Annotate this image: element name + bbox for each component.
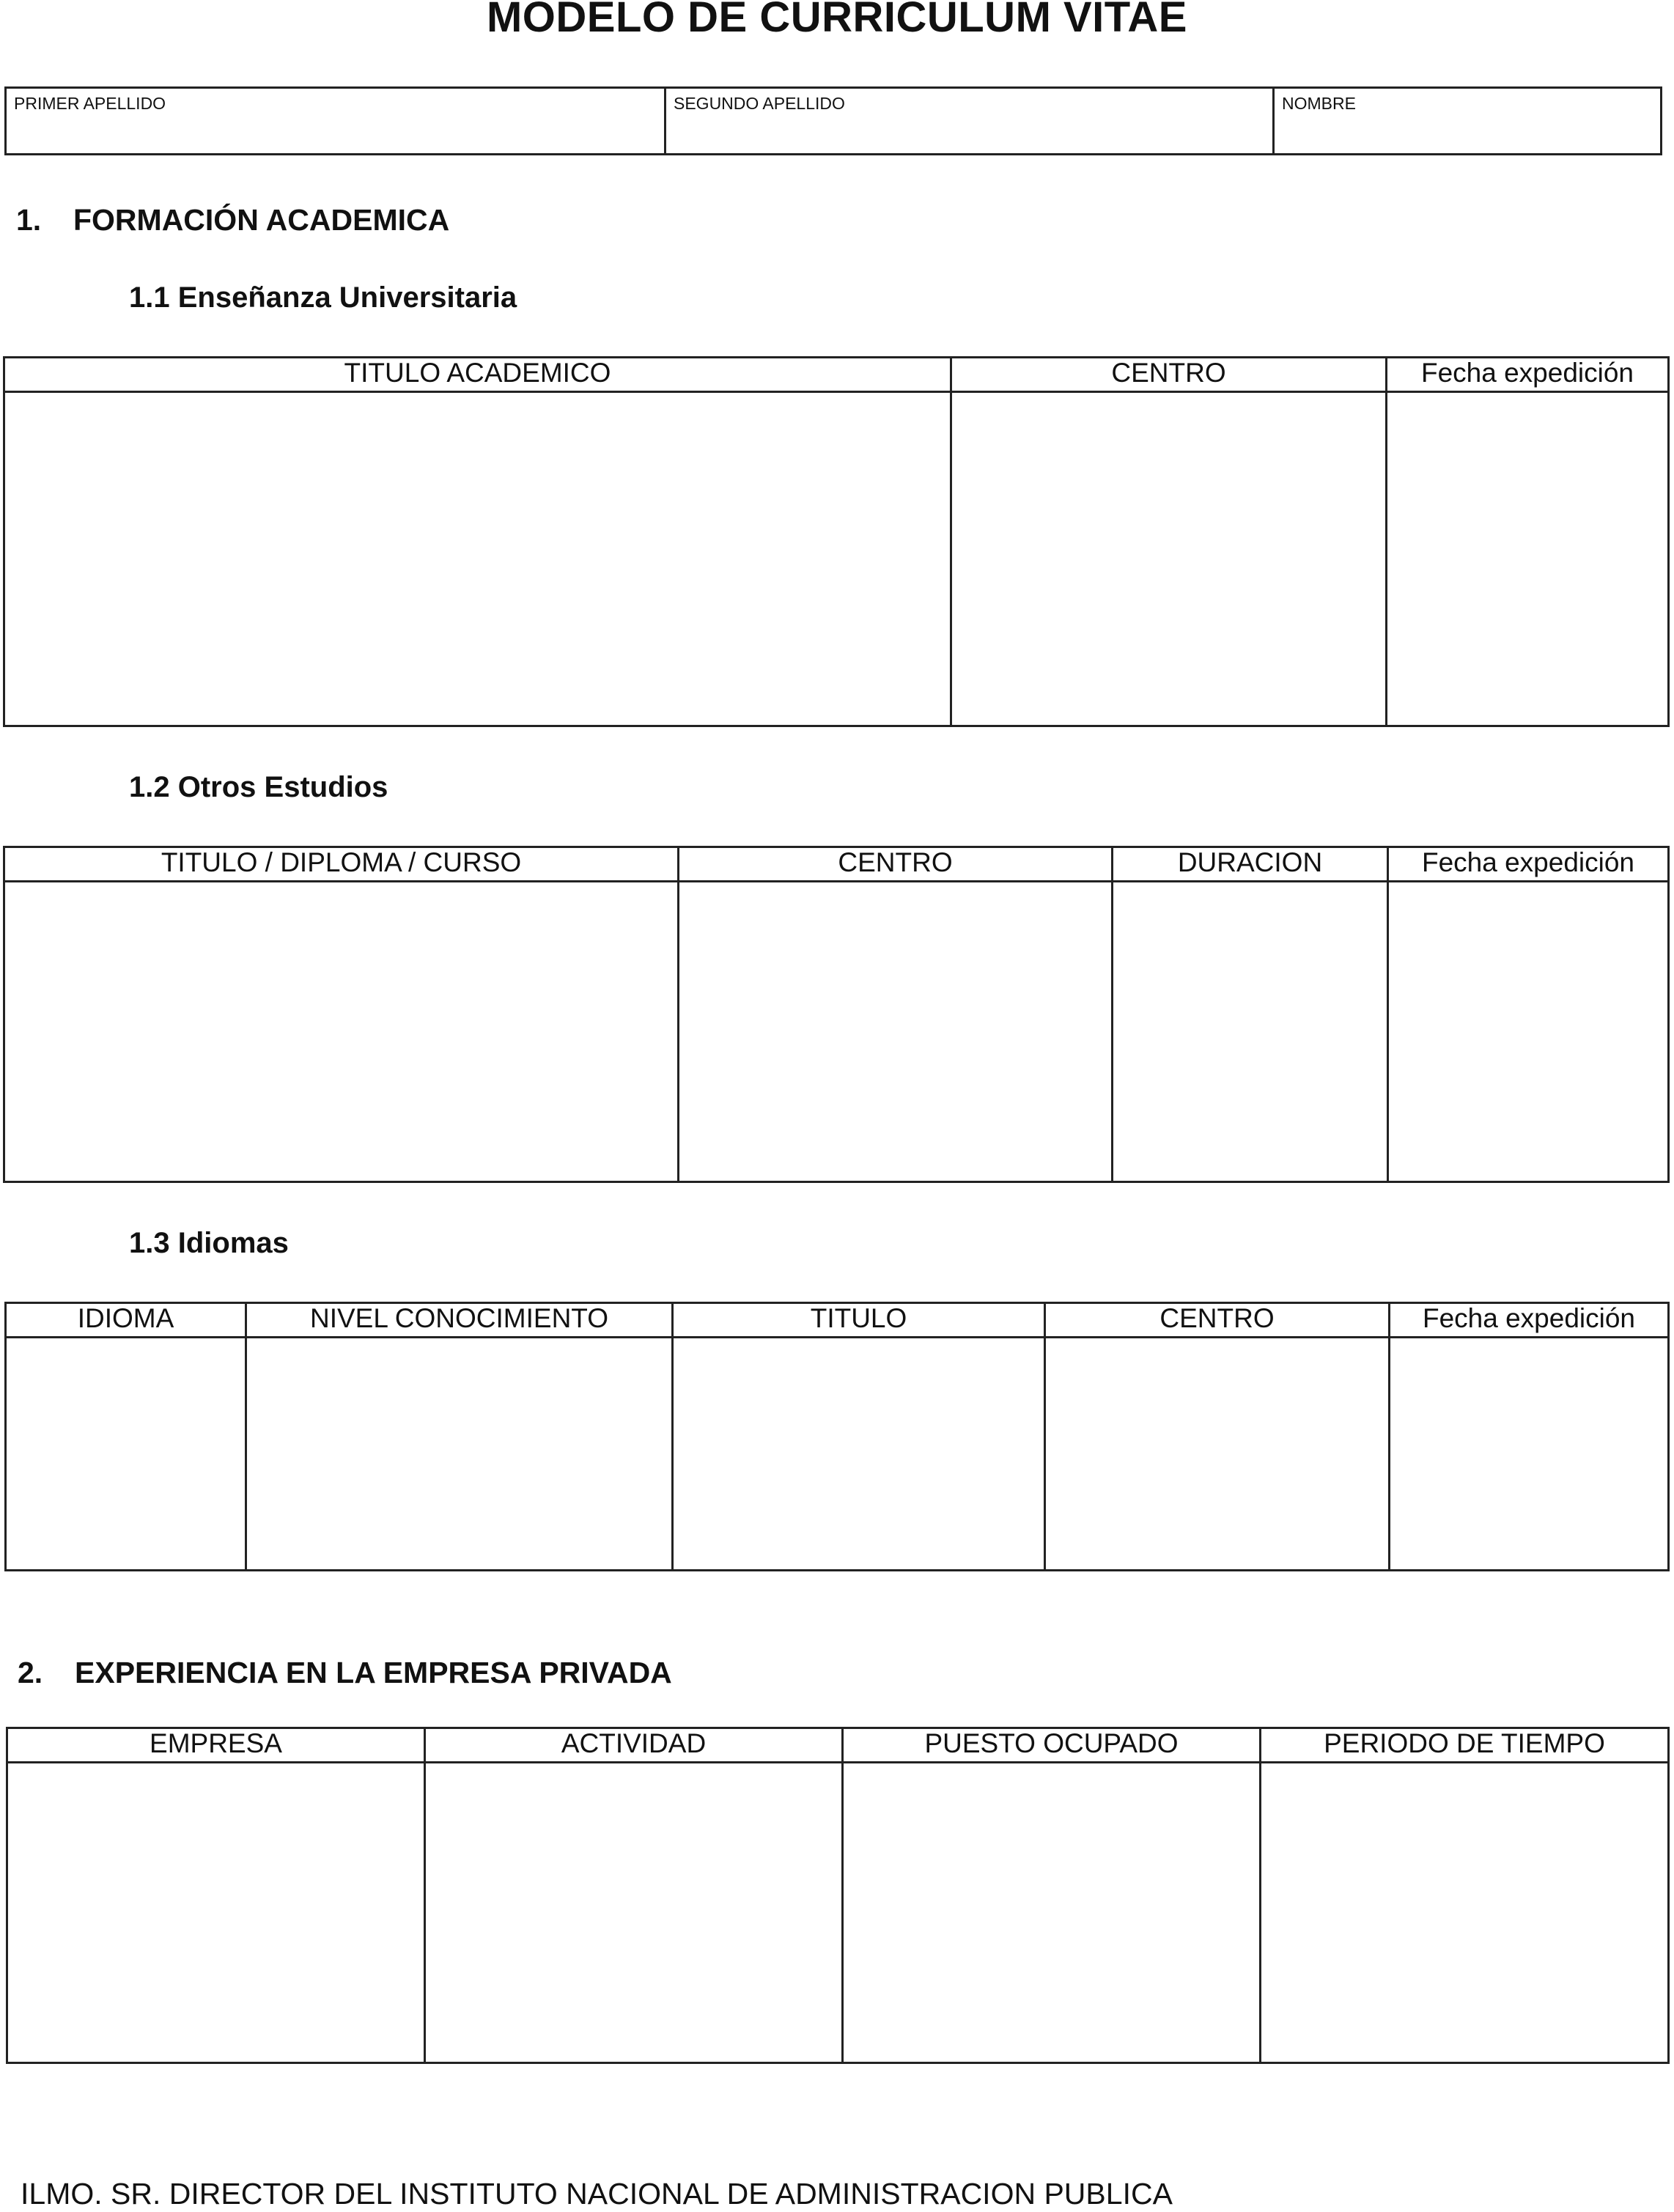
- nivel-conocimiento-cell[interactable]: [246, 1338, 673, 1571]
- primer-apellido-field[interactable]: [7, 89, 666, 153]
- actividad-cell[interactable]: [425, 1763, 843, 2063]
- col-empresa: EMPRESA: [7, 1728, 425, 1763]
- idiomas-table: [4, 1302, 1670, 1571]
- col-periodo-de-tiempo: PERIODO DE TIEMPO: [1261, 1728, 1669, 1763]
- col-idioma: IDIOMA: [6, 1303, 246, 1338]
- section-2-heading: [18, 1655, 672, 1690]
- nombre-field[interactable]: [1275, 89, 1660, 153]
- subsection-1-3-heading: 1.3 Idiomas: [129, 1227, 289, 1259]
- primer-apellido-label: PRIMER APELLIDO: [14, 94, 166, 113]
- duracion-cell[interactable]: [1113, 882, 1388, 1182]
- titulo-cell[interactable]: [673, 1338, 1045, 1571]
- col-actividad: ACTIVIDAD: [425, 1728, 843, 1763]
- section-1-title: FORMACIÓN ACADEMICA: [73, 203, 450, 237]
- subsection-1-1-heading: 1.1 Enseñanza Universitaria: [129, 281, 517, 314]
- col-duracion: DURACION: [1113, 847, 1388, 882]
- otros-estudios-table: [3, 846, 1670, 1183]
- table-row: [4, 392, 1669, 726]
- col-centro: CENTRO: [1045, 1303, 1390, 1338]
- segundo-apellido-field[interactable]: [666, 89, 1275, 153]
- fecha-expedicion-cell[interactable]: [1388, 882, 1669, 1182]
- col-nivel-conocimiento: NIVEL CONOCIMIENTO: [246, 1303, 673, 1338]
- col-fecha-expedicion: Fecha expedición: [1387, 358, 1669, 392]
- empresa-cell[interactable]: [7, 1763, 425, 2063]
- ensenanza-universitaria-table: [3, 356, 1670, 727]
- segundo-apellido-label: SEGUNDO APELLIDO: [674, 94, 845, 113]
- experiencia-empresa-privada-table: [6, 1727, 1670, 2064]
- table-row: [7, 1763, 1669, 2063]
- section-2-number: 2.: [18, 1656, 43, 1689]
- fecha-expedicion-cell[interactable]: [1387, 392, 1669, 726]
- table-header-row: [6, 1303, 1669, 1338]
- table-header-row: [7, 1728, 1669, 1763]
- centro-cell[interactable]: [679, 882, 1113, 1182]
- table-row: [4, 882, 1669, 1182]
- table-header-row: [4, 847, 1669, 882]
- document-title: MODELO DE CURRICULUM VITAE: [486, 0, 1187, 41]
- centro-cell[interactable]: [951, 392, 1387, 726]
- col-centro: CENTRO: [951, 358, 1387, 392]
- idioma-cell[interactable]: [6, 1338, 246, 1571]
- table-row: [6, 1338, 1669, 1571]
- puesto-ocupado-cell[interactable]: [843, 1763, 1261, 2063]
- table-header-row: [4, 358, 1669, 392]
- section-2-title: EXPERIENCIA EN LA EMPRESA PRIVADA: [75, 1656, 672, 1689]
- subsection-1-2-heading: 1.2 Otros Estudios: [129, 771, 388, 803]
- col-puesto-ocupado: PUESTO OCUPADO: [843, 1728, 1261, 1763]
- col-fecha-expedicion: Fecha expedición: [1390, 1303, 1669, 1338]
- centro-cell[interactable]: [1045, 1338, 1390, 1571]
- section-1-number: 1.: [16, 203, 42, 237]
- section-1-heading: [16, 202, 449, 237]
- col-titulo-academico: TITULO ACADEMICO: [4, 358, 951, 392]
- col-titulo: TITULO: [673, 1303, 1045, 1338]
- titulo-diploma-curso-cell[interactable]: [4, 882, 679, 1182]
- col-fecha-expedicion: Fecha expedición: [1388, 847, 1669, 882]
- col-titulo-diploma-curso: TITULO / DIPLOMA / CURSO: [4, 847, 679, 882]
- col-centro: CENTRO: [679, 847, 1113, 882]
- name-fields-box: [4, 86, 1662, 155]
- fecha-expedicion-cell[interactable]: [1390, 1338, 1669, 1571]
- periodo-de-tiempo-cell[interactable]: [1261, 1763, 1669, 2063]
- nombre-label: NOMBRE: [1282, 94, 1356, 113]
- titulo-academico-cell[interactable]: [4, 392, 951, 726]
- addressee-footer: ILMO. SR. DIRECTOR DEL INSTITUTO NACIONAL DE ADMINISTRACION PUBLICA: [21, 2177, 1173, 2211]
